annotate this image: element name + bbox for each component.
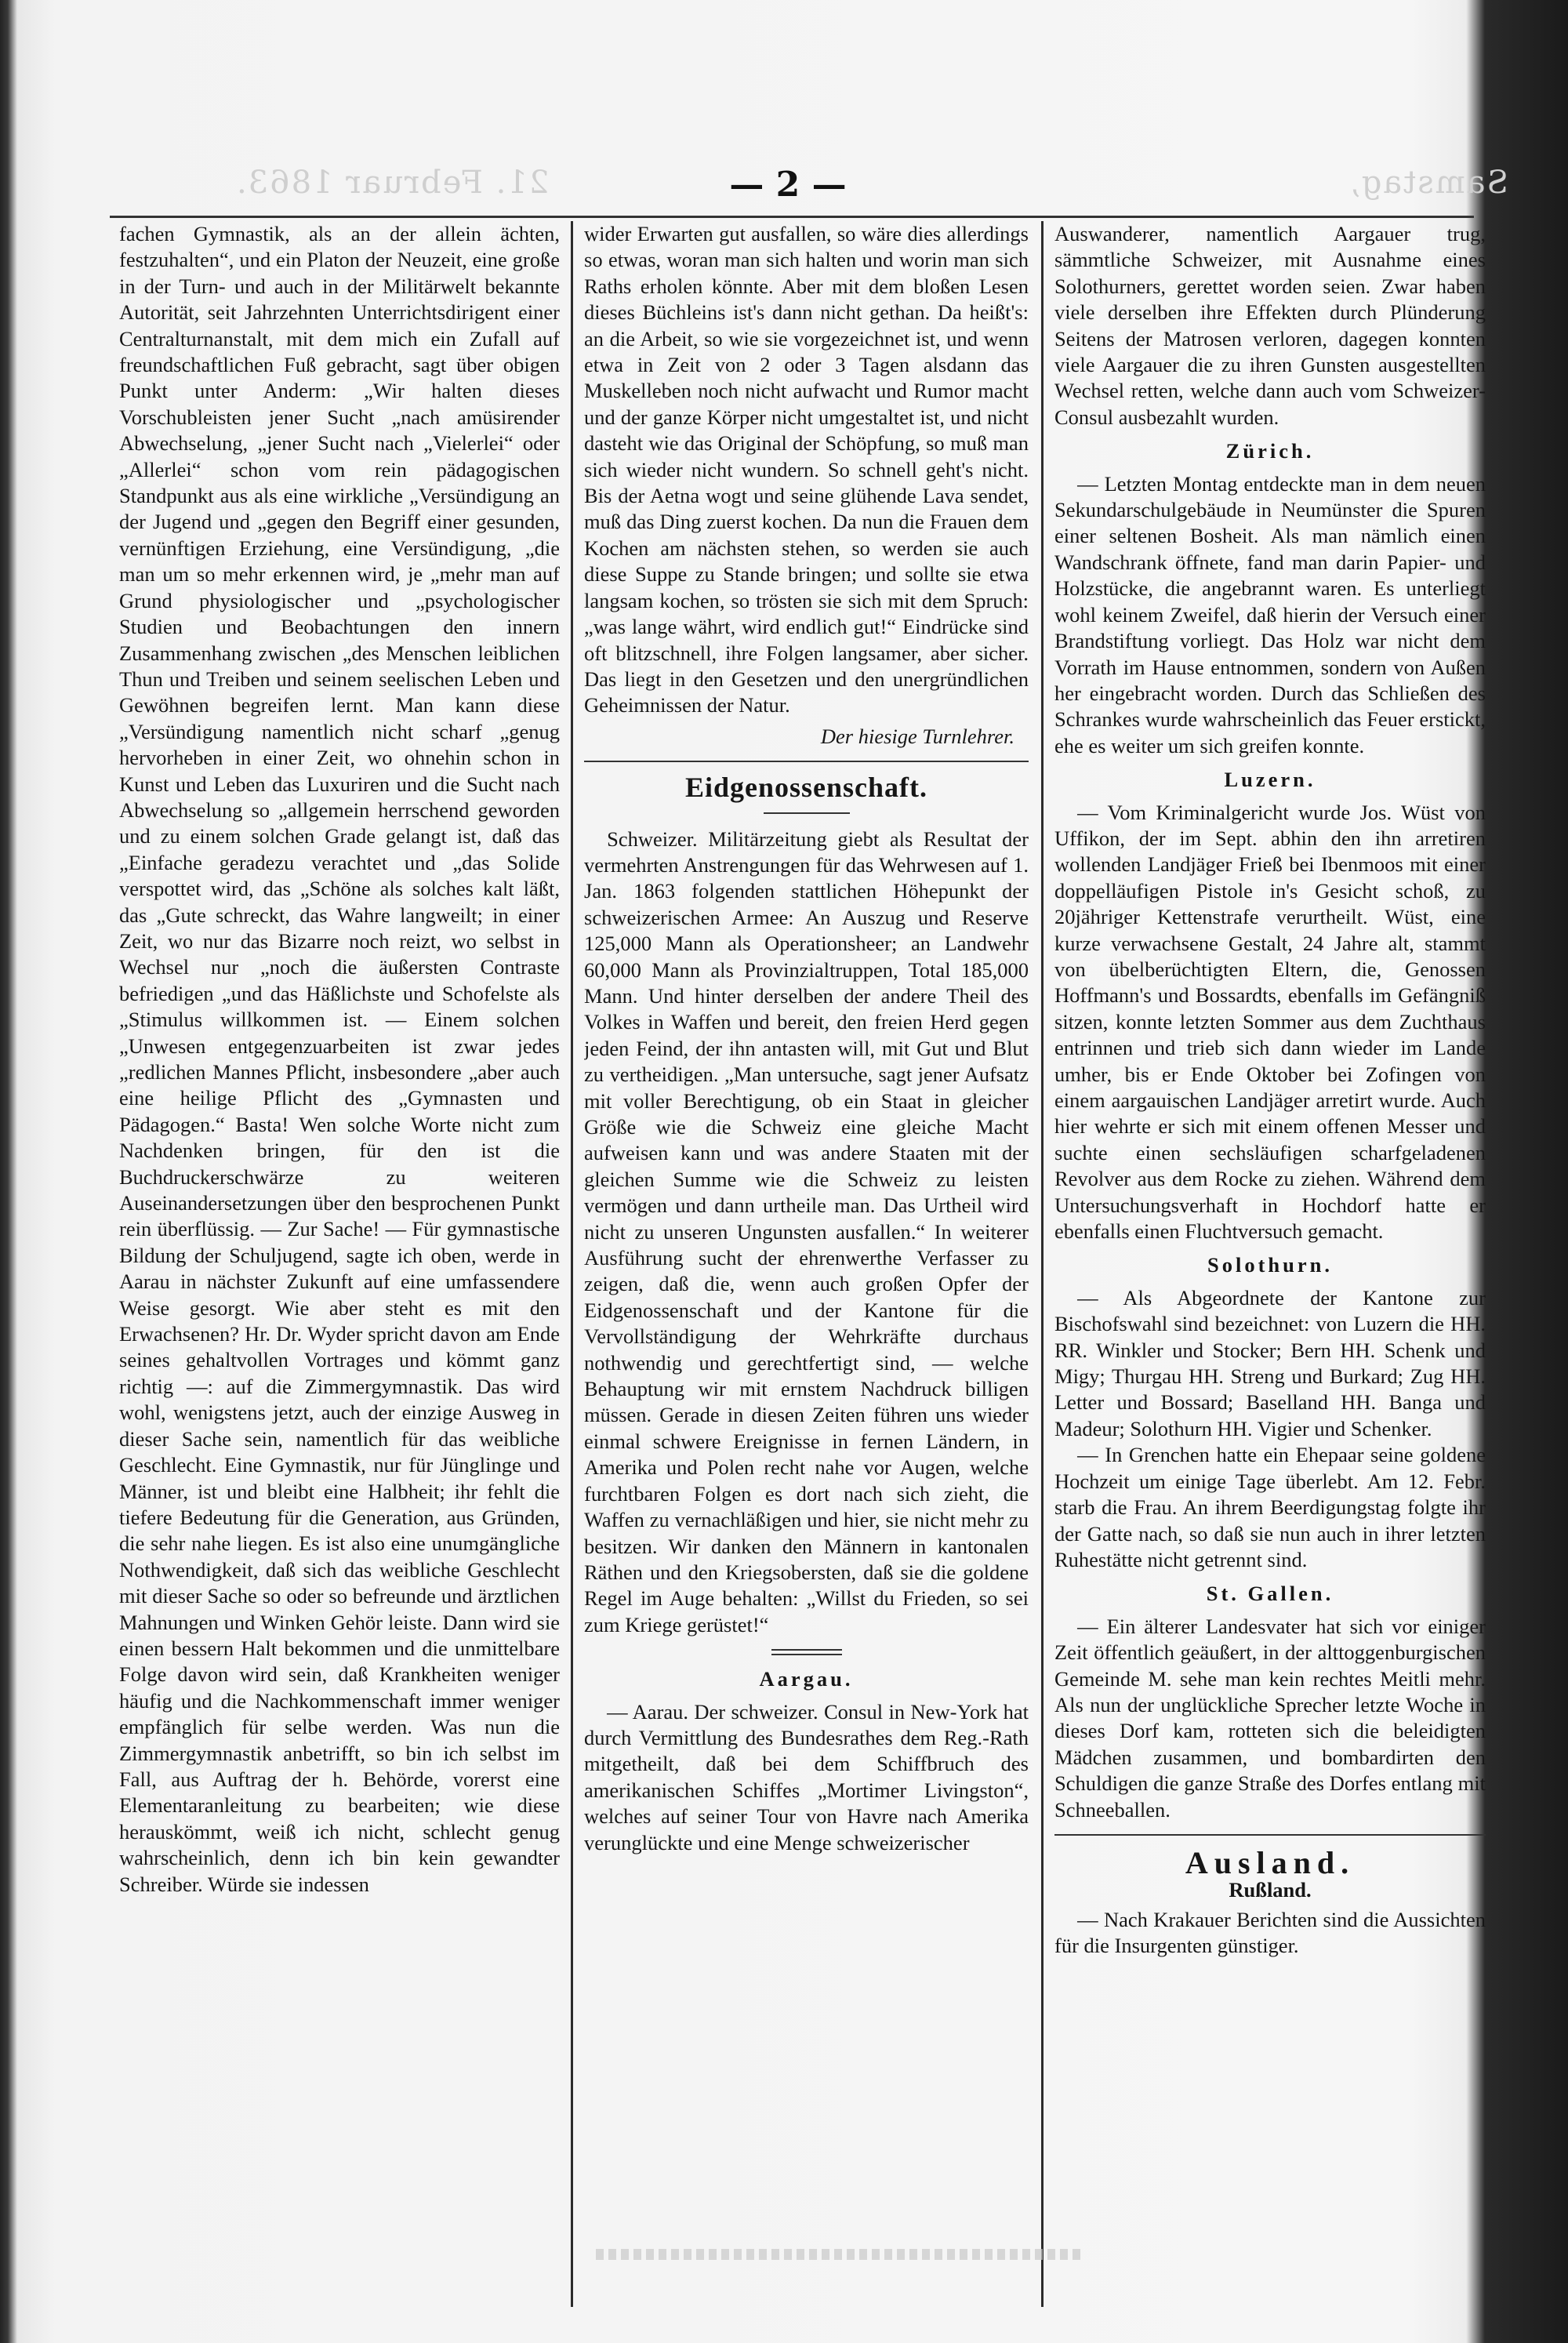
article-stgallen: — Ein älterer Landesvater hat sich vor einiger Zeit öffentlich geäußert, in der alttoggenburgischen Gemeinde M. sehe man kein rechtes Meitli mehr. Als nun der unglückliche Sprecher letzte Woche in dieses Dorf kam, rotteten sich die beleidigten Mädchen zusammen, und bombardirten den Schuldigen die ganze Straße des Dorfes entlang mit Schneeballen.: [1054, 1614, 1486, 1822]
heading-underline: [764, 812, 850, 814]
article-gymnastik-continued: fachen Gymnastik, als an der allein ächten, festzuhalten“, und ein Platon der Neuzeit, eine große in der Turn- und auch in der Militärwelt bekannte Autorität, seit Jahrzehnten Unterrichtsdirigent einer Centralturnanstalt, mit dem mich ein Zufall auf freundschaftlichen Fuß gebracht, sagt über obigen Punkt unter Anderm: „Wir halten dieses Vorschubleisten jener Sucht „nach amüsirender Abwechselung, „jener Sucht nach „Vielerlei“ oder „Allerlei“ schon vom rein pädagogischen Standpunkt aus als eine wirkliche „Versündigung an der Jugend und „gegen den Begriff einer gesunden, vernünftigen Erziehung, eine Versündigung, „die man um so mehr erkennen wird, je „mehr man auf Grund physiologischer und „psychologischer Studien und Beobachtungen den innern Zusammenhang zwischen „des Menschen leiblichen Thun und Treiben und seinem seelischen Leben und Gewöhnen begreifen lernt. Man kann diese „Versündigung namentlich nicht scharf „genug hervorheben in einer Zeit, wo ohnehin schon in Kunst und Leben das Luxuriren und die Sucht nach Abwechselung so „allgemein herrschend geworden und zu einem solchen Grade gelangt ist, daß das „Einfache geradezu verachtet und „das Solide verspottet wird, das „Schöne als solches kalt läßt, das „Gute schreckt, das Wahre langweilt; in einer Zeit, wo nur das Bizarre noch reizt, wo selbst in Wechsel nur „noch die äußersten Contraste befriedigen „und das Häßlichste und Schofelste als „Stimulus willkommen ist. — Einem solchen „Unwesen entgegenzuarbeiten ist zwar jedes „redlichen Mannes Pflicht, insbesondere „aber auch eine heilige Pflicht des „Gymnasten und Pädagogen.“ Basta! Wen solche Worte nicht zum Nachdenken bringen, für den ist die Buchdruckerschwärze zu weiteren Auseinandersetzungen über den besprochenen Punkt rein überflüssig. — Zur Sache! — Für gymnastische Bildung der Schuljugend, sagte ich oben, werde in Aarau in nächster Zukunft auf eine umfassendere Weise gesorgt. Wie aber steht es mit den Erwachsenen? Hr. Dr. Wyder spricht davon am Ende seines gehaltvollen Vortrages und kömmt ganz richtig —: auf die Zimmergymnastik. Das wird wohl, wenigstens jetzt, auch der einzige Ausweg in dieser Sache sein, namentlich für das weibliche Geschlecht. Eine Gymnastik, nur für Jünglinge und Männer, ist und bleibt eine Halbheit; ihr fehlt die tiefere Bedeutung für die Generation, aus Gründen, die sehr nahe liegen. Es ist also eine unumgängliche Nothwendigkeit, daß sich das weibliche Geschlecht mit dieser Sache so oder so befreunde und ärztlichen Mahnungen und Winken Gehör leiste. Dann wird sie einen bessern Halt bekommen und die unmittelbare Folge davon wird sein, daß Krankheiten weniger häufig und die Nachkommenschaft immer weniger empfänglich für selbe werden. Was nun die Zimmergymnastik anbetrifft, so bin ich selbst im Fall, aus Auftrag der h. Behörde, vorerst eine Elementaranleitung zu bearbeiten; wie diese herauskömmt, weiß ich nicht, schlecht genug wahrscheinlich, denn ich bin kein gewandter Schreiber. Würde sie indessen: [119, 222, 560, 1896]
section-rule: [1054, 1834, 1486, 1836]
bleed-through-date: 21. Februar 1863.: [235, 165, 550, 201]
section-rule: [584, 761, 1029, 762]
section-heading-ausland: Ausland.: [1185, 1844, 1356, 1880]
section-heading-solothurn: Solothurn.: [1207, 1253, 1334, 1277]
section-heading-stgallen: St. Gallen.: [1206, 1582, 1334, 1606]
article-solothurn-grenchen: — In Grenchen hatte ein Ehepaar seine goldene Hochzeit um einige Tage überlebt. Am 12. Febr. starb die Frau. An ihrem Beerdigungstag folgte ihr der Gatte nach, so daß sie nun auch in ihrer letzten Ruhestätte nicht getrennt sind.: [1054, 1443, 1486, 1571]
article-luzern: — Vom Kriminalgericht wurde Jos. Wüst von Uffikon, der im Sept. abhin den ihn arretiren wollenden Landjäger Frieß bei Ibenmoos mit einer doppelläufigen Pistole in's Gesicht schoß, zu 20jähriger Kettenstrafe verurtheilt. Wüst, eine kurze verwachsene Gestalt, 24 Jahre alt, stammt von übelberüchtigten Eltern, die, Genossen Hoffmann's und Bossardts, ebenfalls im Gefängniß sitzen, konnte letzten Sommer aus dem Zuchthaus entrinnen und trieb sich dann wieder im Lande umher, bis er Ende Oktober bei Zofingen von einem aargauischen Landjäger arretirt wurde. Auch hier wehrte er sich mit einem offenen Messer und suchte einen sechsläufigen scharfgeladenen Revolver aus dem Rocke zu ziehen. Während dem Untersuchungsverhaft in Hochdorf hatte er ebenfalls einen Fluchtversuch gemacht.: [1054, 800, 1486, 1244]
column-divider: [1041, 221, 1044, 2307]
column-divider: [571, 221, 573, 2307]
section-heading-luzern: Luzern.: [1224, 768, 1316, 792]
article-russland: — Nach Krakauer Berichten sind die Aussichten für die Insurgenten günstiger.: [1054, 1907, 1486, 1958]
article-zuerich: — Letzten Montag entdeckte man in dem neuen Sekundarschulgebäude in Neumünster die Spuren einer seltenen Bosheit. Als man nämlich einen Wandschrank öffnete, fand man darin Papier- und Holzstücke, die angebrannt waren. Es unterliegt wohl keinem Zweifel, daß hierin der Versuch einer Brandstiftung vorliegt. Das Holz war nicht dem Vorrath im Hause entnommen, sondern von Außen her eingebracht worden. Durch das Schließen des Schrankes wurde wahrscheinlich das Feuer erstickt, ehe es weiter um sich greifen konnte.: [1054, 471, 1486, 757]
article-militaerzeitung: Schweizer. Militärzeitung giebt als Resultat der vermehrten Anstrengungen für das Wehrwesen auf 1. Jan. 1863 folgenden stattlichen Höhepunkt der schweizerischen Armee: An Auszug und Reserve 125,000 Mann als Operationsheer; an Landwehr 60,000 Mann als Provinzialtruppen, Total 185,000 Mann. Und hinter derselben der andere Theil des Volkes in Waffen und bereit, den freien Herd gegen jeden Feind, der ihn antasten will, mit Gut und Blut zu vertheidigen. „Man untersuche, sagt jener Aufsatz mit voller Berechtigung, ob ein Staat in gleicher Größe wie die Schweiz eine gleiche Macht aufweisen kann und was andere Staaten mit der gleichen Summe wie die Schweiz zu leisten vermögen und dann urtheile man. Das Urtheil wird nicht zu unseren Ungunsten ausfallen.“ In weiterer Ausführung sucht der ehrenwerthe Verfasser zu zeigen, daß die, wenn auch großen Opfer der Eidgenossenschaft und der Kantone für die Vervollständigung der Wehrkräfte durchaus nothwendig und gerechtfertigt sind, — welche Behauptung wir mit ernstem Nachdruck billigen müssen. Gerade in diesen Zeiten führen uns wieder einmal schwere Ereignisse in fernen Ländern, in Amerika und Polen recht nahe vor Augen, welche furchtbaren Folgen es dort nach sich zieht, die Waffen zu vernachläßigen und hier, sie nicht mehr zu besitzen. Wir danken den Männern in kantonalen Räthen und den Kriegsobersten, daß sie die goldene Regel im Auge behalten: „Willst du Frieden, so sei zum Kriege gerüstet!“: [584, 826, 1029, 1636]
article-aarau-consul-end: Auswanderer, namentlich Aargauer trug, sämmtliche Schweizer, mit Ausnahme eines Solothurners, gerettet worden seien. Zwar haben viele derselben ihre Effekten durch Plünderung Seitens der Matrosen verloren, dagegen konnten viele Aargauer die zu ihren Gunsten ausgestellten Wechsel retten, welche dann auch vom Schweizer-Consul ausbezahlt wurden.: [1054, 222, 1486, 429]
section-subheading-russland: Rußland.: [1229, 1878, 1312, 1902]
column-left: [119, 221, 560, 2307]
article-solothurn-bischofswahl: — Als Abgeordnete der Kantone zur Bischofswahl sind bezeichnet: von Luzern die HH. RR. Winkler und Stocker; Bern HH. Schenk und Migy; Thurgau HH. Streng und Burkard; Zug HH. Letter und Bossard; Baselland HH. Banga und Madeur; Solothurn HH. Vigier und Schenker.: [1054, 1285, 1486, 1440]
column-right: [1054, 221, 1486, 2307]
section-heading-aargau: Aargau.: [759, 1667, 854, 1691]
article-aarau-consul: — Aarau. Der schweizer. Consul in New-York hat durch Vermittlung des Bundesrathes dem Reg.-Rath mitgetheilt, daß bei dem Schiffbruch des amerikanischen Schiffes „Mortimer Livingston“, welches auf seiner Tour von Havre nach Amerika verunglückte und eine Menge schweizerischer: [584, 1699, 1029, 1854]
section-heading-eidgenossenschaft: Eidgenossenschaft.: [684, 772, 928, 804]
section-heading-zuerich: Zürich.: [1225, 439, 1315, 463]
article-signature: Der hiesige Turnlehrer.: [820, 724, 1014, 748]
faint-imprint-line: [596, 2249, 1082, 2260]
page-number: — 2 —: [729, 165, 847, 205]
header-rule: [110, 216, 1474, 218]
article-gymnastik-end: wider Erwarten gut ausfallen, so wäre dies allerdings so etwas, woran man sich halten und worin man sich Raths erholen könnte. Aber mit dem bloßen Lesen dieses Büchleins ist's dann nicht gethan. Da heißt's: an die Arbeit, so wie sie vorgezeichnet ist, und wenn etwa in Zeit von 2 oder 3 Tagen alsdann das Muskelleben noch nicht aufwacht und Rumor macht und der ganze Körper nicht umgestaltet ist, und nicht dasteht wie das Original der Schöpfung, so muß man sich wieder nicht wundern. So schnell geht's nicht. Bis der Aetna wogt und seine glühende Lava sendet, muß das Ding zuerst kochen. Da nun die Frauen dem Kochen am nächsten stehen, so werden sie auch diese Suppe zu Stande bringen; und sollte sie etwa langsam kochen, so trösten sie sich mit dem Spruch: „was lange währt, wird endlich gut!“ Eindrücke sind oft blitzschnell, ihre Folgen langsamer, aber sicher. Das liegt in den Gesetzen und den unergründlichen Geheimnissen der Natur.: [584, 222, 1029, 717]
bleed-through-weekday: Samstag,: [1348, 165, 1508, 201]
section-rule: [771, 1649, 842, 1655]
column-middle: [584, 221, 1029, 2307]
